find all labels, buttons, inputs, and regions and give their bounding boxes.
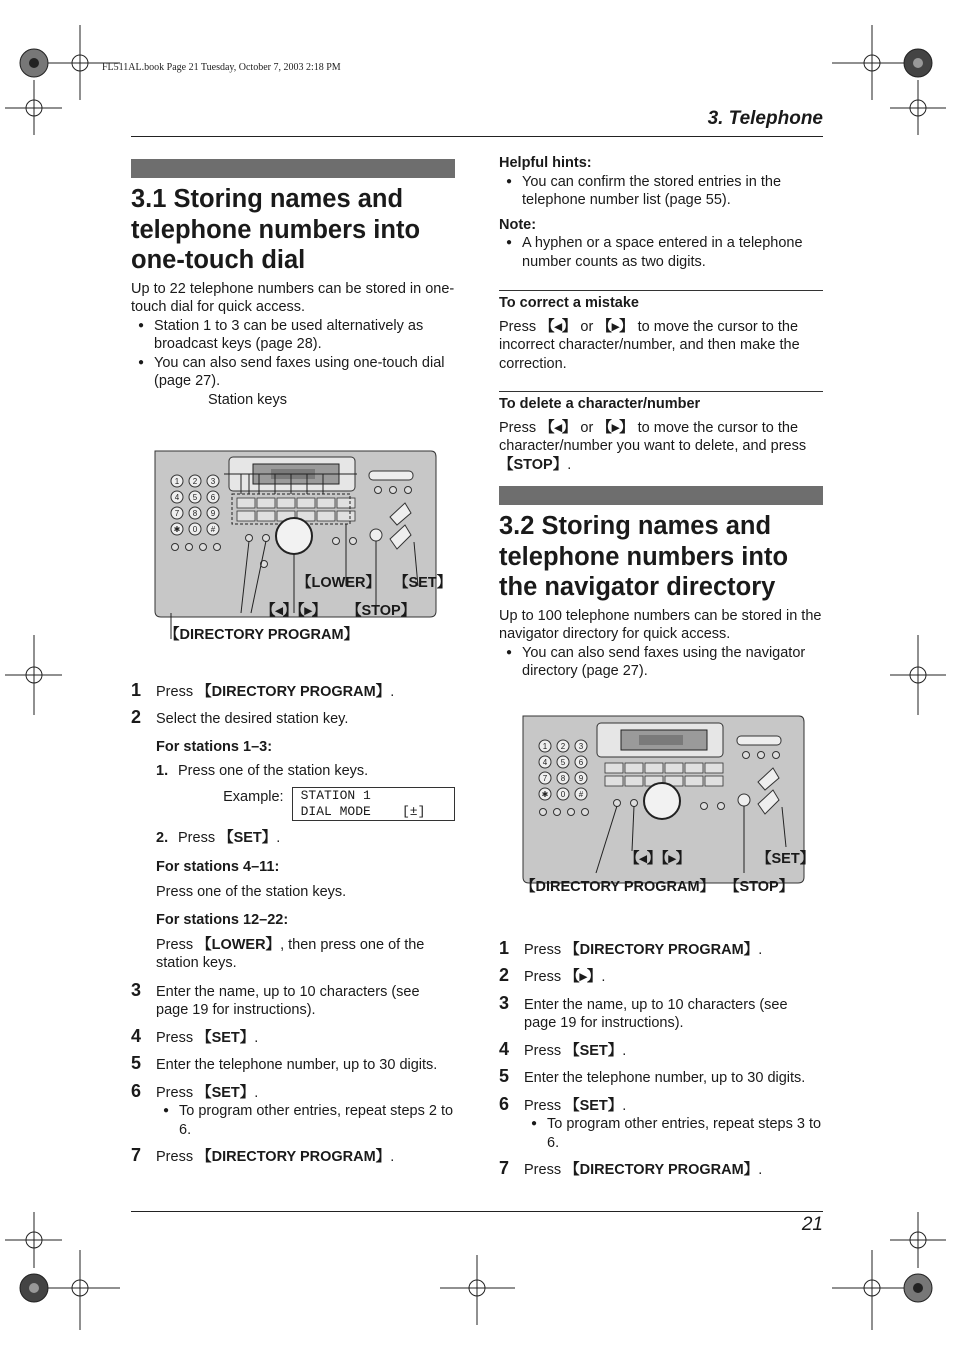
print-info: FL511AL.book Page 21 Tuesday, October 7, 2003 2:18 PM bbox=[102, 62, 341, 73]
section-intro: Up to 100 telephone numbers can be stored in the navigator directory for quick access. bbox=[499, 607, 822, 642]
keypad-key-label: 2 bbox=[560, 741, 566, 751]
steps-list bbox=[499, 937, 823, 1180]
keypad-key-label: 4 bbox=[174, 492, 180, 502]
keypad-key-label: 4 bbox=[542, 757, 548, 767]
label-directory-program: 【DIRECTORY PROGRAM】 bbox=[165, 626, 359, 643]
crop-mark-icon bbox=[5, 80, 62, 135]
correct-mistake-text: Press 【◂】 or 【▸】 to move the cursor to the incorrect character/number, and then make the correction. bbox=[499, 318, 800, 372]
step: 5 Enter the telephone number, up to 30 digits. bbox=[131, 1053, 438, 1073]
section-title: 3.2 Storing names and telephone numbers into the navigator directory bbox=[499, 512, 789, 601]
keypad-key-label: 7 bbox=[542, 773, 548, 783]
divider bbox=[499, 290, 823, 291]
color-target-icon bbox=[20, 1274, 48, 1302]
keypad-key-label: 3 bbox=[578, 741, 584, 751]
keypad-key-label: 3 bbox=[210, 476, 216, 486]
step: 4 Press 【SET】. bbox=[499, 1038, 627, 1059]
function-key bbox=[200, 543, 207, 550]
crop-mark-icon bbox=[890, 1212, 946, 1268]
label-set: 【SET】 bbox=[757, 850, 815, 867]
function-key bbox=[172, 543, 179, 550]
step: 7 Press 【DIRECTORY PROGRAM】. bbox=[131, 1145, 395, 1165]
step: 1 Press 【DIRECTORY PROGRAM】. bbox=[131, 679, 395, 700]
section-title: 3.1 Storing names and telephone numbers into one-touch dial bbox=[131, 185, 421, 274]
crop-mark-icon bbox=[832, 1250, 912, 1330]
color-target-icon bbox=[904, 49, 932, 77]
section-bar bbox=[131, 159, 455, 178]
function-key bbox=[186, 543, 193, 550]
keypad-key-label: ✱ bbox=[541, 789, 549, 799]
function-key bbox=[568, 808, 575, 815]
step: 4 Press 【SET】. bbox=[131, 1025, 259, 1046]
keypad-key-label: 5 bbox=[192, 492, 198, 502]
step: 6 Press 【SET】. ● To program other entries, repeat steps 2 to 6. bbox=[131, 1084, 455, 1140]
page-number: 21 bbox=[801, 1214, 823, 1235]
bullet-item: ● A hyphen or a space entered in a telephone number counts as two digits. bbox=[499, 234, 823, 271]
navigator-dial bbox=[276, 518, 312, 554]
color-target-icon bbox=[904, 1274, 932, 1302]
step: 5 Enter the telephone number, up to 30 digits. bbox=[499, 1066, 806, 1086]
correct-mistake-heading: To correct a mistake bbox=[499, 295, 639, 311]
crop-mark-icon bbox=[890, 635, 946, 715]
lcd-display: STATION 1 DIAL MODE [±] bbox=[292, 787, 455, 821]
section-bar bbox=[499, 486, 823, 505]
step: 2 Press 【▸】. bbox=[499, 965, 606, 985]
steps-list bbox=[131, 679, 455, 1167]
label-arrows: 【◂】【▸】 bbox=[261, 602, 327, 619]
bullet-item: ● Station 1 to 3 can be used alternatively as broadcast keys (page 28). bbox=[131, 317, 455, 354]
keypad-key-label: 0 bbox=[192, 524, 198, 534]
function-key bbox=[540, 808, 547, 815]
step: 2 Select the desired station key. bbox=[131, 707, 349, 727]
crop-mark-icon bbox=[890, 80, 946, 135]
keypad-key-label: 7 bbox=[174, 508, 180, 518]
keypad-key-label: ✱ bbox=[173, 524, 181, 534]
step: 1 Press 【DIRECTORY PROGRAM】. bbox=[499, 937, 763, 958]
left-column bbox=[131, 159, 455, 1176]
step: 6 Press 【SET】. ● To program other entries, repeat steps 3 to 6. bbox=[499, 1097, 823, 1153]
chapter-title: 3. Telephone bbox=[707, 108, 823, 129]
fax-panel-figure-2 bbox=[499, 681, 823, 931]
label-stop: 【STOP】 bbox=[347, 602, 416, 619]
crop-mark-icon bbox=[832, 25, 912, 100]
crop-mark-icon bbox=[40, 1250, 120, 1330]
label-lower: 【LOWER】 bbox=[297, 574, 380, 591]
keypad-key-label: 1 bbox=[174, 476, 180, 486]
keypad-key-label: # bbox=[210, 524, 216, 534]
right-column bbox=[499, 154, 823, 1189]
keypad-key-label: 9 bbox=[578, 773, 584, 783]
keypad-key-label: 6 bbox=[578, 757, 584, 767]
navigator-dial bbox=[644, 783, 680, 819]
keypad-key-label: 2 bbox=[192, 476, 198, 486]
lcd-example: Example: STATION 1 DIAL MODE [±] bbox=[156, 787, 455, 821]
keypad-key-label: 5 bbox=[560, 757, 566, 767]
keypad-key-label: 1 bbox=[542, 741, 548, 751]
delete-char-heading: To delete a character/number bbox=[499, 396, 701, 412]
keypad-key-label: 6 bbox=[210, 492, 216, 502]
section-intro: Up to 22 telephone numbers can be stored in one-touch dial for quick access. bbox=[131, 280, 455, 315]
step: 3 Enter the name, up to 10 characters (see page 19 for instructions). bbox=[131, 979, 420, 1018]
bullet-item: ● You can also send faxes using one-touch dial (page 27). bbox=[131, 354, 455, 391]
keypad-key-label: 8 bbox=[560, 773, 566, 783]
function-key bbox=[214, 543, 221, 550]
divider bbox=[499, 391, 823, 392]
crop-mark-icon bbox=[5, 1212, 62, 1268]
delete-char-text: Press 【◂】 or 【▸】 to move the cursor to the character/number you want to delete, and press 【STOP】. bbox=[499, 419, 807, 473]
function-key bbox=[554, 808, 561, 815]
bullet-item: ● You can confirm the stored entries in the telephone number list (page 55). bbox=[499, 173, 823, 210]
function-key bbox=[582, 808, 589, 815]
label-stop: 【STOP】 bbox=[725, 878, 794, 895]
keypad-key-label: 0 bbox=[560, 789, 566, 799]
helpful-hints-heading: Helpful hints: bbox=[499, 155, 592, 171]
crop-mark-icon bbox=[440, 1255, 515, 1325]
crop-mark-icon bbox=[5, 635, 62, 715]
bullet-item: ● You can also send faxes using the navigator directory (page 27). bbox=[499, 644, 823, 681]
label-set: 【SET】 bbox=[394, 574, 452, 591]
label-directory-program: 【DIRECTORY PROGRAM】 bbox=[521, 878, 715, 895]
header-rule bbox=[131, 136, 823, 137]
note-heading: Note: bbox=[499, 216, 537, 233]
keypad-key-label: 9 bbox=[210, 508, 216, 518]
label-station-keys: Station keys bbox=[208, 391, 287, 408]
substeps: For stations 1–3: 1. Press one of the station keys. Example: STATION 1 DIAL MODE [±] 2. Press 【SET】. For stations 4–11: Press one of the station keys. For stations 12–22: Press 【LOWER】, then press one of the station keys. bbox=[131, 738, 455, 973]
color-target-icon bbox=[20, 49, 48, 77]
keypad-key-label: # bbox=[578, 789, 584, 799]
fax-panel-figure bbox=[131, 391, 455, 677]
keypad-key-label: 8 bbox=[192, 508, 198, 518]
footer-rule bbox=[131, 1211, 823, 1212]
label-arrows: 【◂】【▸】 bbox=[625, 850, 691, 867]
step: 7 Press 【DIRECTORY PROGRAM】. bbox=[499, 1158, 763, 1178]
step: 3 Enter the name, up to 10 characters (see page 19 for instructions). bbox=[499, 992, 788, 1031]
